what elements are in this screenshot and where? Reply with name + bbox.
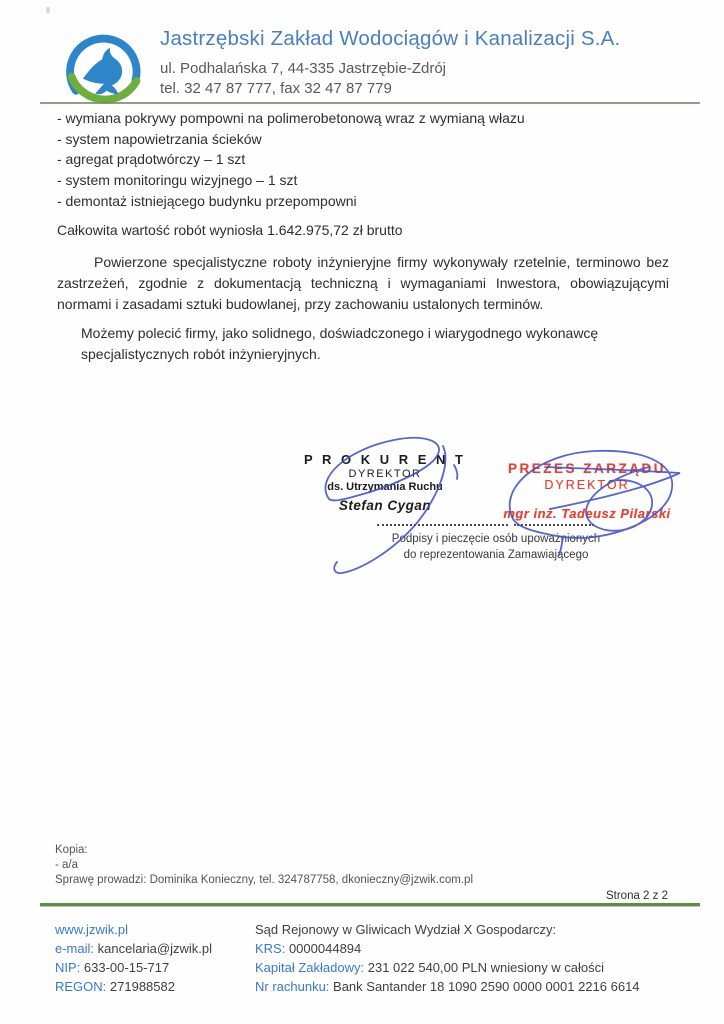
work-items-list [57, 108, 669, 212]
caption-line: do reprezentowania Zamawiającego [403, 549, 589, 561]
list-item: - system napowietrzania ścieków [57, 130, 262, 147]
footer-line-nip: NIP: 633-00-15-717 [55, 960, 170, 975]
list-item: - demontaż istniejącego budynku przepompowni [57, 192, 357, 209]
dolphin-icon [83, 48, 122, 95]
stamp-name: Stefan Cygan [338, 498, 432, 513]
header-divider [40, 102, 700, 104]
prokurent-stamp [300, 452, 470, 513]
reference-paragraph: Powierzone specjalistyczne roboty inżynieryjne firmy wykonywały rzetelnie, terminowo bez zastrzeżeń, zgodnie z dokumentacją techniczną i wymaganiami Inwestora, obowiązującymi normami i zasadami sztuki budowlanej, przy zachowaniu ustalonych terminów. [57, 254, 669, 312]
stamp-title: P R O K U R E N T [304, 452, 466, 467]
signature-caption [370, 531, 622, 563]
footer-line-capital: Kapitał Zakładowy: 231 022 540,00 PLN wniesiony w całości [255, 960, 605, 975]
kopia-item: - a/a [55, 859, 79, 871]
scan-artifact-mark [46, 7, 50, 13]
footer-line-bank-account: Nr rachunku: Bank Santander 18 1090 2590 0000 0001 2216 6614 [255, 979, 640, 994]
footer-left-column [55, 920, 212, 996]
footer-line-regon: REGON: 271988582 [55, 979, 175, 994]
kopia-label: Kopia: [55, 844, 88, 856]
stamp-subtitle: DYREKTOR [544, 478, 630, 492]
footer-line-email: e-mail: kancelaria@jzwik.pl [55, 941, 212, 956]
letterhead [160, 27, 620, 97]
total-value-line: Całkowita wartość robót wyniosła 1.642.975,72 zł brutto [57, 222, 403, 238]
dolphin-logo-icon [62, 26, 146, 110]
list-item: - system monitoringu wizyjnego – 1 szt [57, 172, 298, 189]
footer-line-website: www.jzwik.pl [55, 922, 128, 937]
company-address: ul. Podhalańska 7, 44-335 Jastrzębie-Zdrój [160, 60, 446, 77]
stamp-department: ds. Utrzymania Ruchu [327, 481, 443, 493]
prezes-stamp [498, 461, 676, 521]
company-name: Jastrzębski Zakład Wodociągów i Kanalizacji S.A. [160, 27, 621, 50]
footer-line-krs: KRS: 0000044894 [255, 941, 362, 956]
stamp-title: PREZES ZARZĄDU [507, 461, 666, 476]
kopia-block [55, 843, 473, 888]
company-contact: tel. 32 47 87 777, fax 32 47 87 779 [160, 80, 392, 97]
signature-dotted-line [514, 522, 594, 526]
caption-line: Podpisy i pieczęcie osób upoważnionych [391, 533, 601, 545]
stamp-subtitle: DYREKTOR [348, 468, 422, 480]
list-item: - agregat prądotwórczy – 1 szt [57, 151, 246, 168]
footer-line-court: Sąd Rejonowy w Gliwicach Wydział X Gospodarczy: [255, 922, 557, 937]
page-indicator: Strona 2 z 2 [605, 890, 668, 902]
recommendation-paragraph: Możemy polecić firmy, jako solidnego, doświadczonego i wiarygodnego wykonawcę specjalistycznych robót inżynieryjnych. [81, 325, 599, 362]
footer-divider [40, 903, 700, 906]
signature-dotted-line [377, 522, 508, 526]
stamp-name: mgr inż. Tadeusz Pilarski [503, 506, 671, 521]
case-officer-line: Sprawę prowadzi: Dominika Konieczny, tel. 324787758, dkonieczny@jzwik.com.pl [55, 874, 473, 886]
footer-right-column [255, 920, 640, 996]
list-item: - wymiana pokrywy pompowni na polimerobetonową wraz z wymianą włazu [57, 110, 525, 126]
